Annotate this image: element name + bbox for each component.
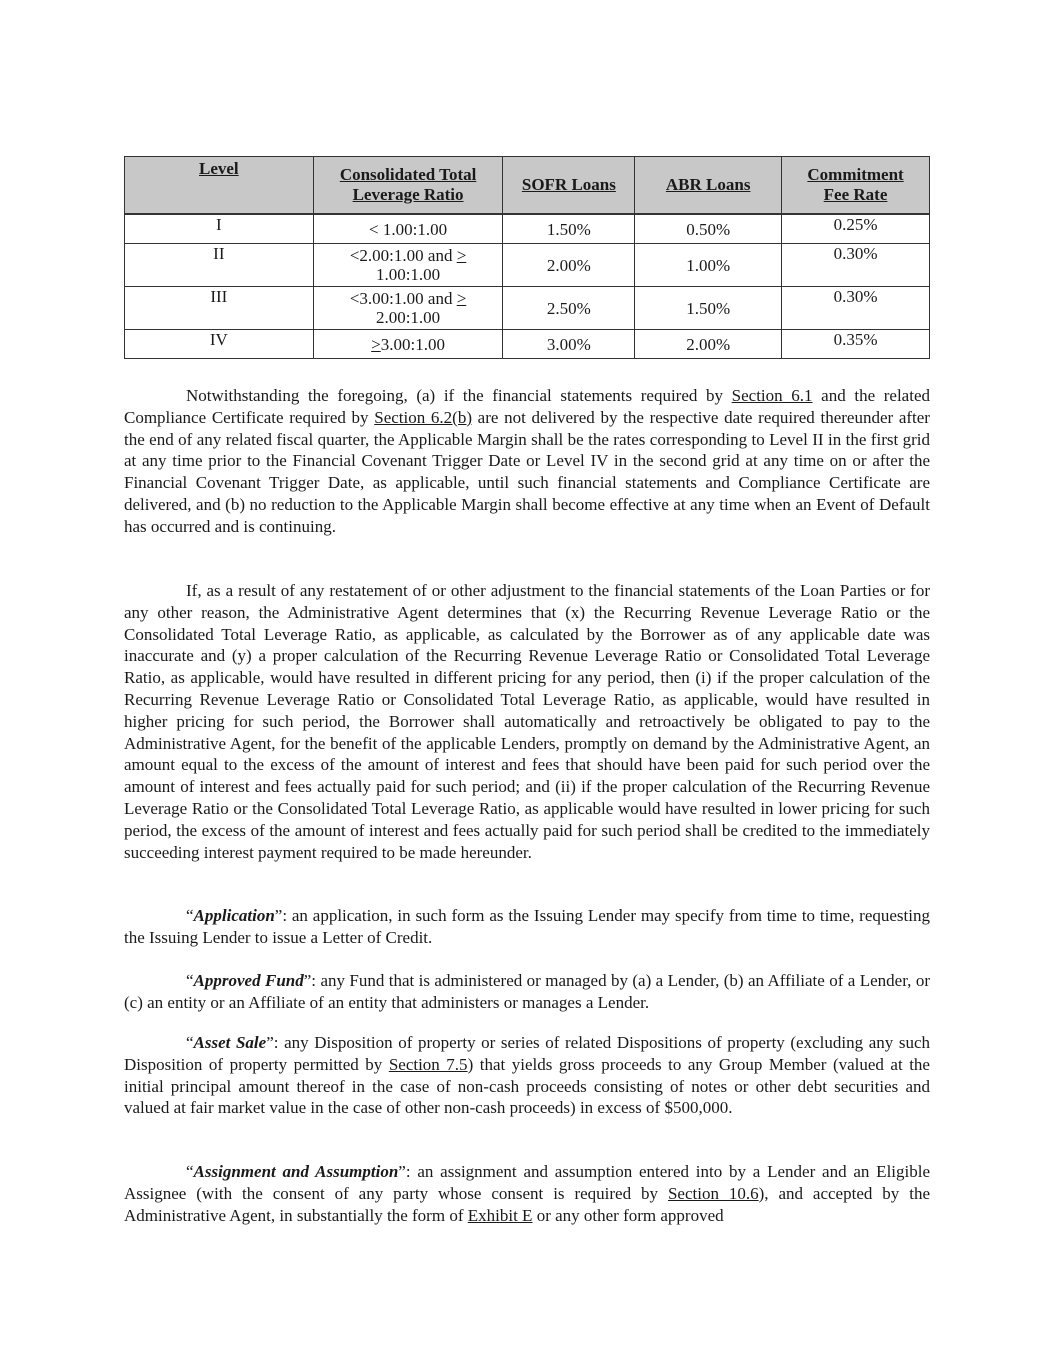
cell-sofr: 2.50%: [503, 287, 635, 330]
section-6-2b-link[interactable]: Section 6.2(b): [374, 407, 472, 427]
definition-approved-fund: “Approved Fund”: any Fund that is administered or managed by (a) a Lender, (b) an Affiliate of a Lender, or (c) an entity or an Affiliate of an entity that administers or manages a Lender.: [124, 971, 930, 1012]
cell-level: II: [125, 244, 314, 287]
cell-abr: 2.00%: [635, 330, 782, 359]
cell-sofr: 1.50%: [503, 214, 635, 244]
cell-ratio: >3.00:1.00: [313, 330, 503, 359]
definition-application: “Application”: an application, in such form as the Issuing Lender may specify from time to time, requesting the Issuing Lender to issue a Letter of Credit.: [124, 906, 930, 947]
cell-abr: 0.50%: [635, 214, 782, 244]
cell-fee: 0.25%: [782, 214, 930, 244]
paragraph-notwithstanding: Notwithstanding the foregoing, (a) if the financial statements required by Section 6.1 and the related Compliance Certificate required by Section 6.2(b) are not delivered by the respective date required thereunder after the end of any related fiscal quarter, the Applicable Margin shall be the rates corresponding to Level II in the first grid at any time prior to the Financial Covenant Trigger Date or Level IV in the second grid at any time on or after the Financial Covenant Trigger Date, as applicable, until such financial statements and Compliance Certificate are delivered, and (b) no reduction to the Applicable Margin shall become effective at any time when an Event of Default has occurred and is continuing.: [124, 386, 930, 536]
cell-level: IV: [125, 330, 314, 359]
cell-abr: 1.50%: [635, 287, 782, 330]
defined-term: Approved Fund: [193, 971, 304, 990]
cell-fee: 0.35%: [782, 330, 930, 359]
section-7-5-link[interactable]: Section 7.5: [388, 1054, 468, 1074]
cell-fee: 0.30%: [782, 287, 930, 330]
paragraph-restatement: If, as a result of any restatement of or other adjustment to the financial statements of the Loan Parties or for any other reason, the Administrative Agent determines that (x) the Recurring Revenue Leverage Ratio or the Consolidated Total Leverage Ratio, as applicable, as calculated by the Borrower as of any applicable date was inaccurate and (y) a proper calculation of the Recurring Revenue Leverage Ratio or Consolidated Total Leverage Ratio, as applicable, would have resulted in different pricing for any period, then (i) if the proper calculation of the Recurring Revenue Leverage Ratio or Consolidated Total Leverage Ratio, as applicable, would have resulted in higher pricing for such period, the Borrower shall automatically and retroactively be obligated to pay to the Administrative Agent, for the benefit of the applicable Lenders, promptly on demand by the Administrative Agent, an amount equal to the excess of the amount of interest and fees that should have been paid for such period over the amount of interest and fees actually paid for such period; and (ii) if the proper calculation of the Recurring Revenue Leverage Ratio or the Consolidated Total Leverage Ratio, as applicable would have resulted in lower pricing for such period, the excess of the amount of interest and fees actually paid for such period shall be credited to the immediately succeeding interest payment required to be made hereunder.: [124, 581, 930, 862]
header-ratio: Consolidated Total Leverage Ratio: [313, 157, 503, 215]
definition-asset-sale: “Asset Sale”: any Disposition of property or series of related Dispositions of property (excluding any such Disposition of property permitted by Section 7.5) that yields gross proceeds to any Group Member (valued at the initial principal amount thereof in the case of non-cash proceeds consisting of notes or other debt securities and valued at fair market value in the case of other non-cash proceeds) in excess of $500,000.: [124, 1033, 930, 1118]
table-header-row: [125, 157, 930, 215]
applicable-margin-table: [124, 156, 930, 359]
header-sofr: SOFR Loans: [503, 157, 635, 215]
cell-level: III: [125, 287, 314, 330]
definition-assignment-and-assumption: “Assignment and Assumption”: an assignment and assumption entered into by a Lender and an Eligible Assignee (with the consent of any party whose consent is required by Section 10.6), and accepted by the Administrative Agent, in substantially the form of Exhibit E or any other form approved: [124, 1162, 931, 1225]
cell-ratio: <3.00:1.00 and > 2.00:1.00: [313, 287, 503, 330]
section-6-1-link[interactable]: Section 6.1: [731, 386, 813, 405]
cell-abr: 1.00%: [635, 244, 782, 287]
table-row: [125, 330, 930, 359]
cell-sofr: 3.00%: [503, 330, 635, 359]
cell-fee: 0.30%: [782, 244, 930, 287]
cell-ratio: <2.00:1.00 and > 1.00:1.00: [313, 244, 503, 287]
cell-sofr: 2.00%: [503, 244, 635, 287]
header-abr: ABR Loans: [635, 157, 782, 215]
exhibit-e-link[interactable]: Exhibit E: [467, 1205, 533, 1225]
defined-term: Asset Sale: [193, 1033, 267, 1052]
table-row: [125, 214, 930, 244]
section-10-6-link[interactable]: Section 10.6: [667, 1183, 759, 1203]
header-fee: Commitment Fee Rate: [782, 157, 930, 215]
table-row: [125, 287, 930, 330]
header-level: Level: [125, 157, 314, 215]
defined-term: Application: [193, 906, 275, 925]
defined-term: Assignment and Assumption: [193, 1162, 399, 1181]
cell-level: I: [125, 214, 314, 244]
table-row: [125, 244, 930, 287]
cell-ratio: < 1.00:1.00: [313, 214, 503, 244]
